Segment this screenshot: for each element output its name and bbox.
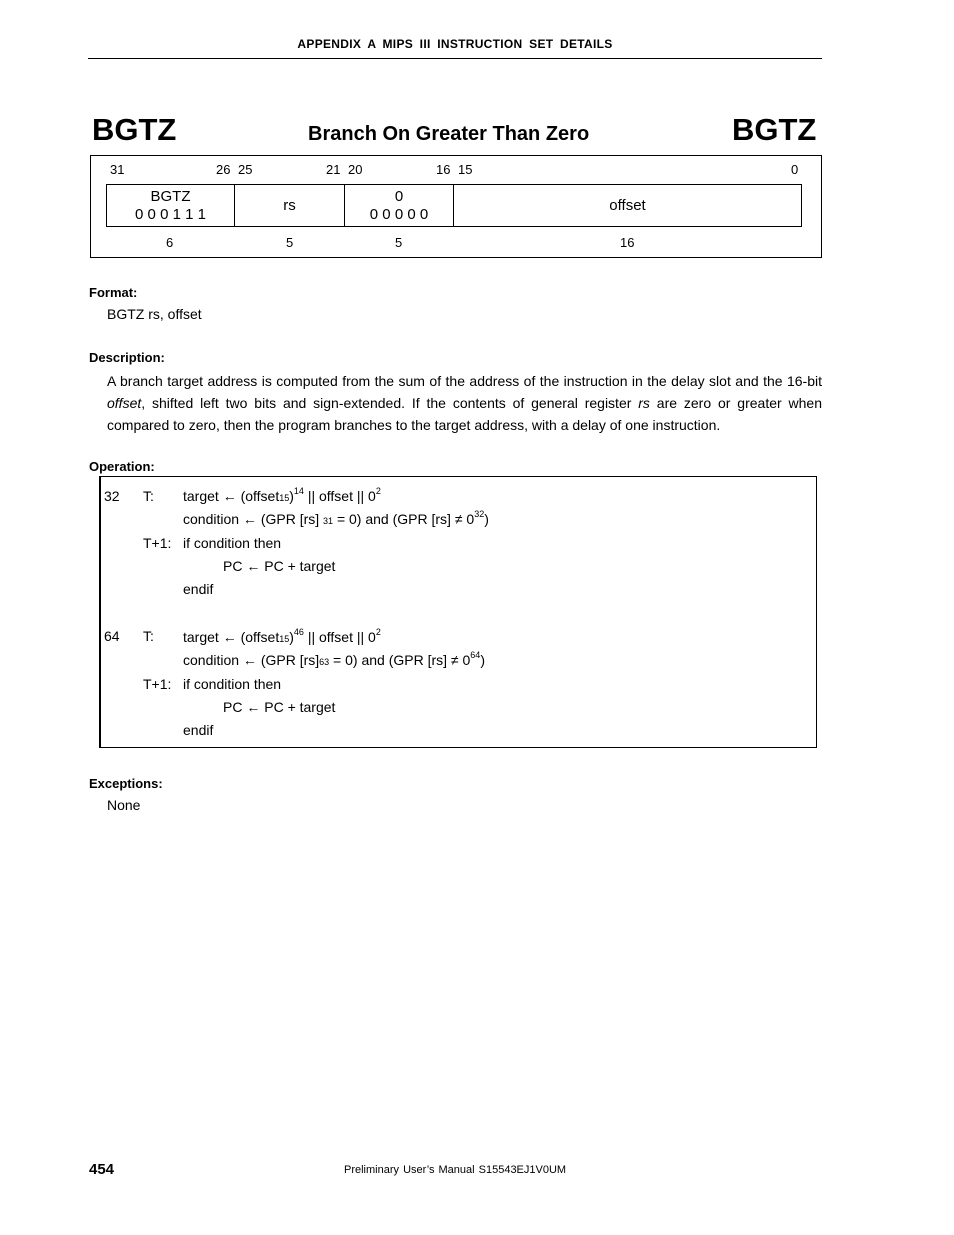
format-heading: Format: [89, 285, 138, 300]
field-offset-name: offset [609, 196, 646, 214]
op64-target-exp: 46 [293, 627, 304, 637]
op64-t-label: T: [143, 628, 154, 644]
field-width-opcode: 6 [166, 235, 174, 250]
bit-label-25: 25 [238, 162, 253, 177]
field-zero [344, 184, 454, 227]
op32-mode: 32 [104, 488, 120, 504]
footer-document-id: Preliminary User’s Manual S15543EJ1V0UM [344, 1164, 567, 1176]
field-opcode-bits: 0 0 0 1 1 1 [135, 205, 206, 223]
desc-rs-term: rs [638, 395, 650, 411]
op32-target-c: || offset || 0 [303, 488, 376, 504]
op32-target-b: ) [289, 488, 294, 504]
op32-cond-a: condition ← (GPR [rs] [183, 511, 324, 527]
op64-if-line: if condition then [183, 676, 282, 692]
field-zero-bits: 0 0 0 0 0 [369, 205, 429, 223]
op64-cond-exp: 64 [470, 650, 481, 660]
op32-cond-b: = 0) and (GPR [rs] ≠ 0 [333, 511, 475, 527]
op64-condition-line [183, 652, 485, 668]
op64-target-b: ) [289, 629, 294, 645]
op32-t-label: T: [143, 488, 154, 504]
op32-target-a: target ← (offset [183, 488, 280, 504]
op32-t1-label: T+1: [143, 535, 172, 551]
op64-mode: 64 [104, 628, 120, 644]
op32-if-line: if condition then [183, 535, 282, 551]
op32-condition-line [183, 511, 489, 527]
page-number: 454 [89, 1161, 115, 1178]
field-width-zero: 5 [395, 235, 403, 250]
op32-cond-c: ) [484, 511, 489, 527]
op64-pc-line: PC ← PC + target [223, 699, 336, 715]
header-divider [88, 58, 822, 59]
bit-label-31: 31 [110, 162, 125, 177]
bit-label-0: 0 [791, 162, 799, 177]
field-width-rs: 5 [286, 235, 294, 250]
op32-target-exp: 14 [293, 486, 304, 496]
instruction-name: Branch On Greater Than Zero [308, 123, 590, 145]
op64-target-c: || offset || 0 [303, 629, 376, 645]
field-opcode [106, 184, 235, 227]
op64-endif: endif [183, 722, 214, 738]
exceptions-heading: Exceptions: [89, 776, 163, 791]
desc-offset-term: offset [107, 395, 142, 411]
op64-t1-label: T+1: [143, 676, 172, 692]
op32-target-exp2: 2 [375, 486, 381, 496]
mnemonic-left: BGTZ [92, 112, 177, 147]
description-heading: Description: [89, 350, 165, 365]
field-rs [234, 184, 345, 227]
field-rs-name: rs [283, 196, 296, 214]
op64-cond-sub: 63 [319, 657, 330, 667]
operation-heading: Operation: [89, 459, 155, 474]
field-offset [453, 184, 802, 227]
running-header: APPENDIX A MIPS III INSTRUCTION SET DETAILS [297, 37, 613, 51]
bit-label-15: 15 [458, 162, 473, 177]
op32-cond-exp: 32 [474, 509, 485, 519]
desc-part-3: are zero or greater when compared to zero, then the program branches to the target address, with a delay of one instruction. [107, 395, 822, 433]
op64-cond-c: ) [480, 652, 485, 668]
op64-cond-b: = 0) and (GPR [rs] ≠ 0 [329, 652, 471, 668]
bit-label-26: 26 [216, 162, 231, 177]
desc-part-2: , shifted left two bits and sign-extended. If the contents of general register [141, 395, 639, 411]
bit-label-16: 16 [436, 162, 451, 177]
bit-label-21: 21 [326, 162, 341, 177]
format-text: BGTZ rs, offset [107, 306, 202, 322]
op64-target-exp2: 2 [375, 627, 381, 637]
op64-target-sub: 15 [279, 634, 290, 644]
op32-endif: endif [183, 581, 214, 597]
op32-pc-line: PC ← PC + target [223, 558, 336, 574]
mnemonic-right: BGTZ [732, 112, 817, 147]
op32-target-line [183, 488, 381, 504]
field-opcode-name: BGTZ [150, 187, 191, 205]
op64-target-a: target ← (offset [183, 629, 280, 645]
desc-part-1: A branch target address is computed from the sum of the address of the instruction in the delay slot and the 16-bit [107, 373, 822, 389]
op64-cond-a: condition ← (GPR [rs] [183, 652, 320, 668]
bit-label-20: 20 [348, 162, 363, 177]
field-width-offset: 16 [620, 235, 635, 250]
op32-target-sub: 15 [279, 493, 290, 503]
exceptions-text: None [107, 797, 141, 813]
op32-cond-sub: 31 [323, 516, 334, 526]
field-zero-name: 0 [394, 187, 404, 205]
description-text [107, 370, 822, 436]
op64-target-line [183, 629, 381, 645]
